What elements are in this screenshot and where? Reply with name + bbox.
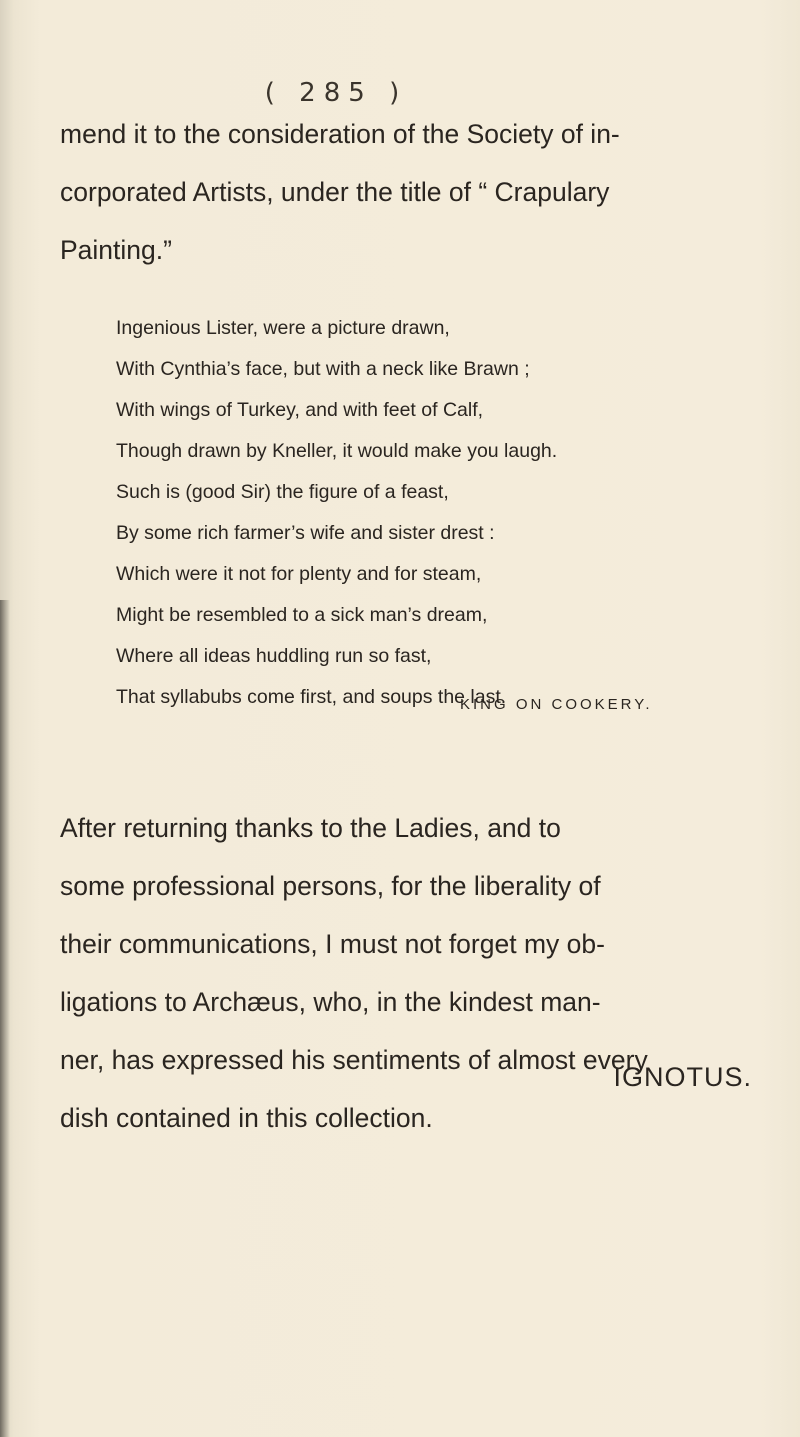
page-number: ( 285 ) bbox=[264, 78, 408, 108]
intro-line: Painting.” bbox=[60, 235, 172, 265]
poem-line: Where all ideas huddling run so fast, bbox=[116, 645, 432, 667]
poem-line: Which were it not for plenty and for steam, bbox=[116, 563, 482, 585]
closing-line: dish contained in this collection. bbox=[60, 1103, 433, 1133]
closing-line: some professional persons, for the liberality of bbox=[60, 871, 601, 901]
intro-line: corporated Artists, under the title of “ Crapulary bbox=[60, 177, 610, 207]
closing-line: their communications, I must not forget my ob- bbox=[60, 929, 605, 959]
closing-paragraph bbox=[60, 799, 760, 1147]
binding-shadow bbox=[0, 600, 10, 1437]
intro-paragraph bbox=[60, 105, 760, 279]
closing-line: After returning thanks to the Ladies, and to bbox=[60, 813, 561, 843]
poem-quotation bbox=[116, 308, 756, 718]
closing-line: ligations to Archæus, who, in the kindest man- bbox=[60, 987, 601, 1017]
poem-line: With wings of Turkey, and with feet of Calf, bbox=[116, 399, 484, 421]
poem-line: Though drawn by Kneller, it would make you laugh. bbox=[116, 440, 558, 462]
poem-line: Ingenious Lister, were a picture drawn, bbox=[116, 317, 450, 339]
poem-attribution: KING ON COOKERY. bbox=[460, 696, 653, 713]
poem-line: Such is (good Sir) the figure of a feast, bbox=[116, 481, 449, 503]
poem-line: With Cynthia’s face, but with a neck like Brawn ; bbox=[116, 358, 530, 380]
signature: IGNOTUS. bbox=[613, 1062, 752, 1092]
closing-line: ner, has expressed his sentiments of almost every bbox=[60, 1045, 648, 1075]
poem-line: That syllabubs come first, and soups the last. bbox=[116, 686, 507, 708]
intro-line: mend it to the consideration of the Society of in- bbox=[60, 119, 620, 149]
poem-line: By some rich farmer’s wife and sister drest : bbox=[116, 522, 495, 544]
poem-line: Might be resembled to a sick man’s dream, bbox=[116, 604, 488, 626]
